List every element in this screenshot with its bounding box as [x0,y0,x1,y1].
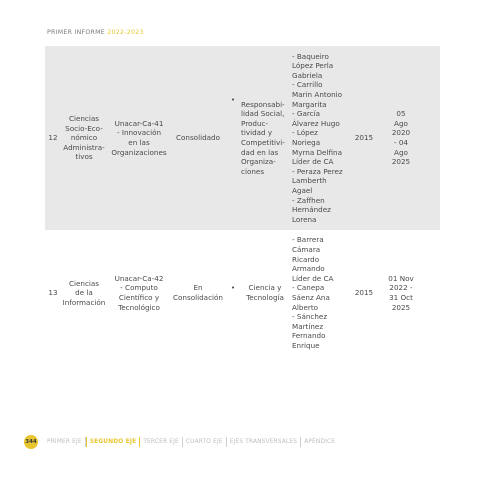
table-row [45,46,440,230]
research-lines-cell: Responsabi- lidad Social, Produc- tividad y Competitivi- dad en las Organiza- ciones [241,99,285,176]
header-years: 2022-2023 [107,29,144,36]
area-cell: Ciencias Socio-Eco- nómico Administra- tivos [63,114,105,162]
status-cell: Consolidado [175,133,221,143]
area-cell: Ciencias de la Información [62,278,106,307]
page-footer [0,432,480,452]
bullet-icon: • [230,283,236,293]
members-cell: - Barrera Cámara Ricardo Armando Líder de CA - Canepa Sáenz Ana Alberto - Sánchez Martínez Fernando Enrique [292,235,334,350]
research-lines-cell: Ciencia y Tecnología [246,283,284,302]
members-cell: - Baqueiro López Perla Gabriela - Carrillo Marin Antonio Margarita - García Álvarez Hugo - López Noriega Myrna Delfina Líder de CA - Peraza Perez Lamberth Agael - Zaffhen Hernández Lorena [292,51,343,224]
nav-tab[interactable]: SEGUNDO EJE [86,437,141,447]
validity-cell: 01 Nov 2022 - 31 Oct 2025 [388,273,414,312]
nav-tab[interactable]: TERCER EJE [140,437,183,447]
bullet-icon: • [230,95,236,105]
row-number: 12 [48,133,58,143]
nav-tab[interactable]: CUARTO EJE [183,437,227,447]
header-prefix: PRIMER INFORME [47,29,108,36]
section-nav [47,437,338,447]
nav-tab[interactable]: EJES TRANSVERSALES [227,437,301,447]
group-name-cell: Unacar-Ca-41 - Innovación en las Organizaciones [111,118,167,157]
running-header [47,29,144,36]
year-cell: 2015 [354,288,374,298]
page-number-badge: 344 [24,435,38,449]
row-number: 13 [48,288,58,298]
nav-tab[interactable]: APÉNDICE [304,439,336,445]
status-cell: En Consolidación [173,283,223,302]
nav-tab[interactable]: PRIMER EJE [47,437,86,447]
table-row [45,234,440,352]
group-name-cell: Unacar-Ca-42 - Computo Científico y Tecnológico [114,273,164,312]
validity-cell: 05 Ago 2020 - 04 Ago 2025 [391,109,411,167]
year-cell: 2015 [354,133,374,143]
